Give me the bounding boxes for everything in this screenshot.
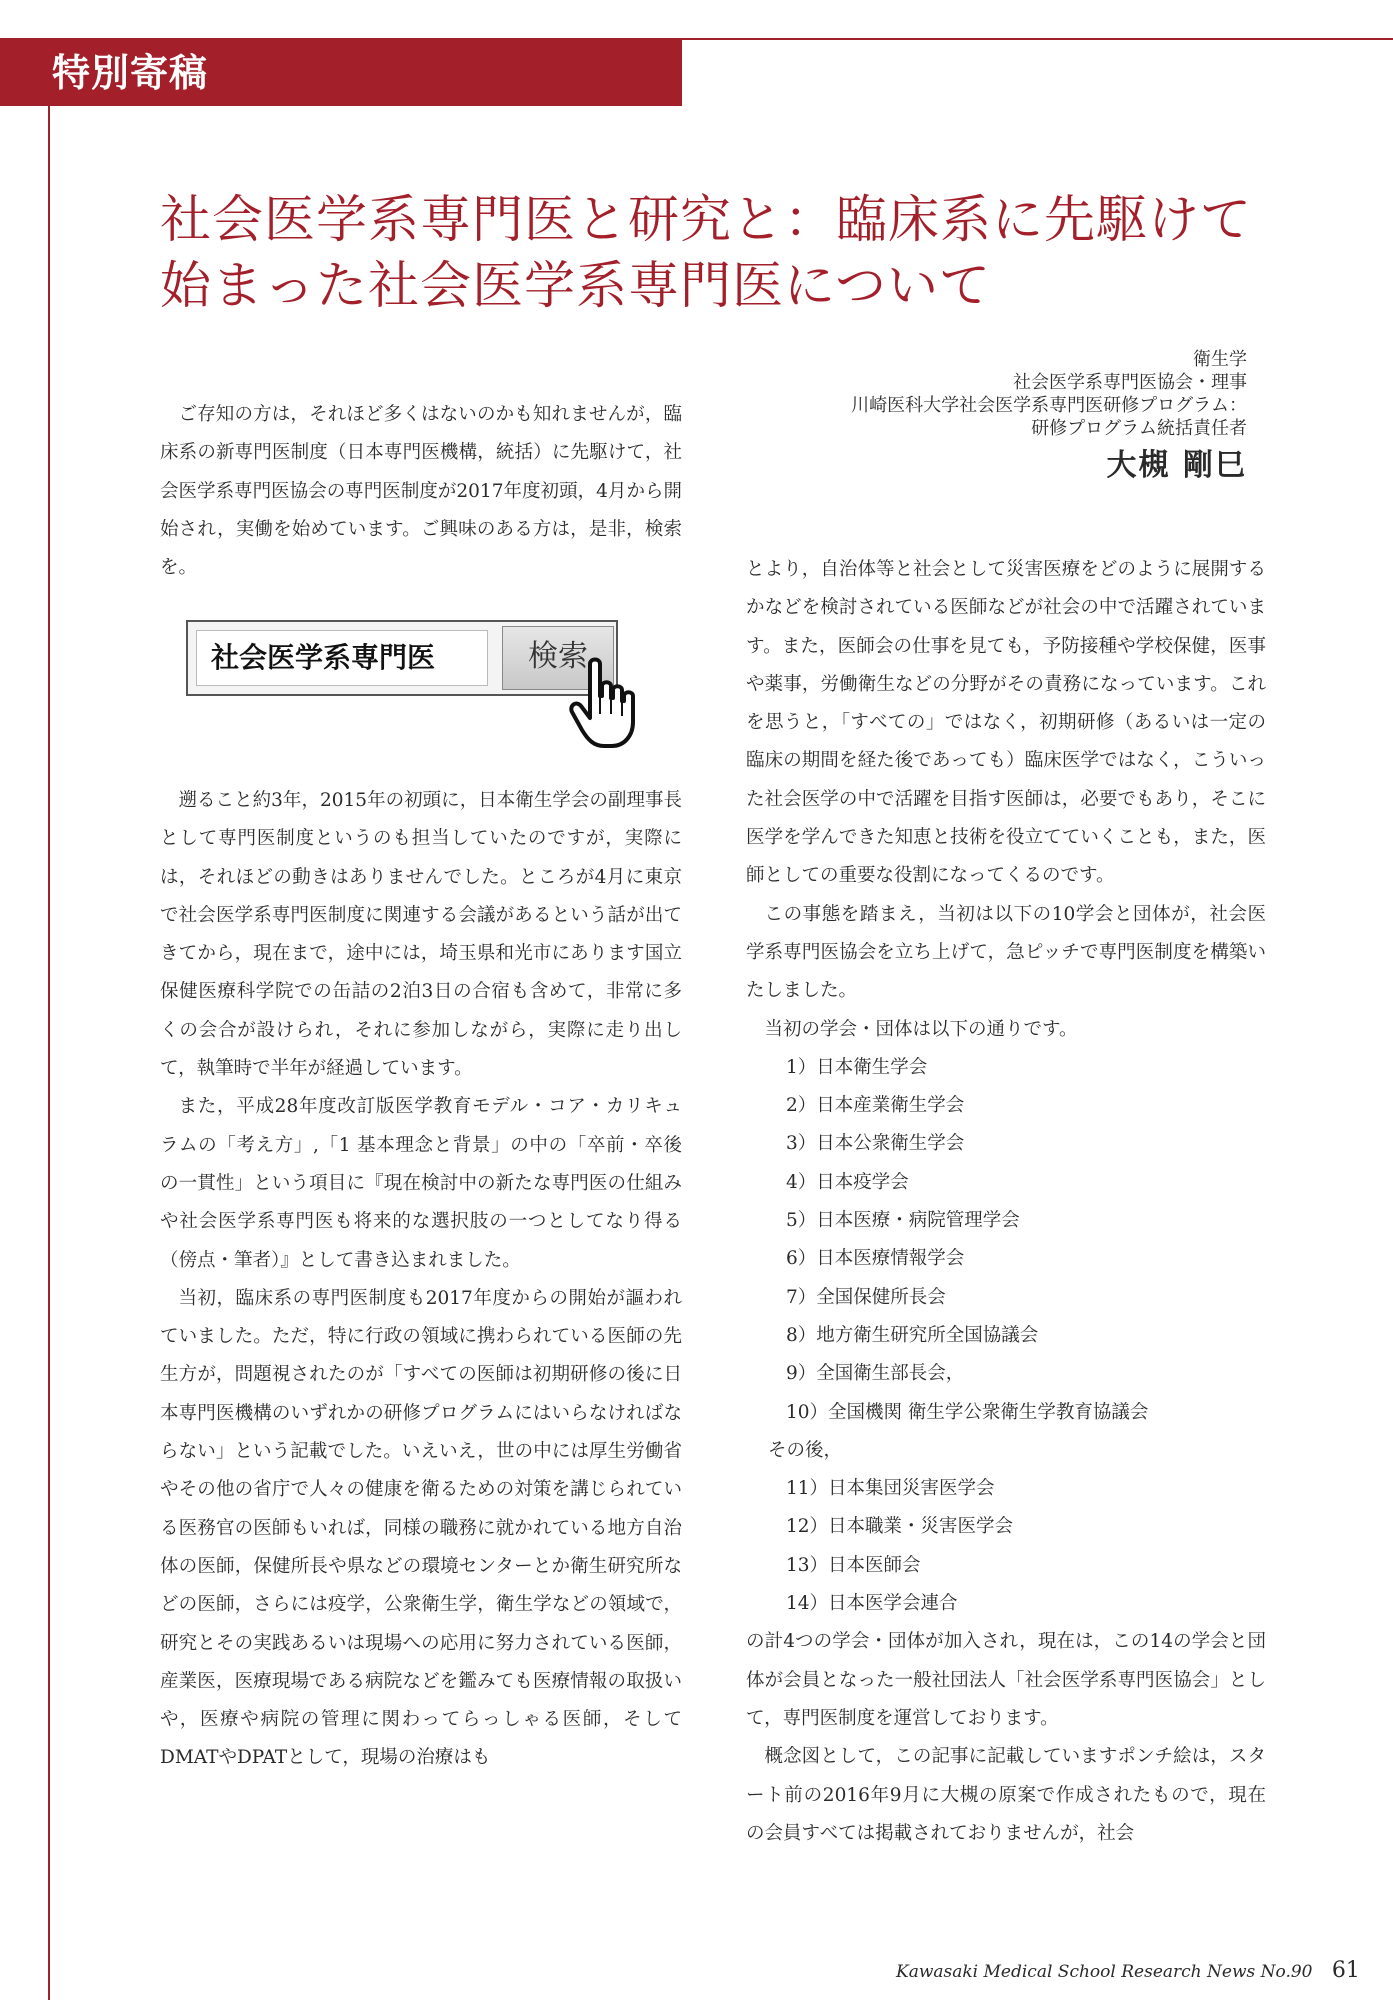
list-transition: その後， (768, 1439, 843, 1461)
author-name: 大槻 剛巳 (1106, 448, 1247, 483)
list-item: 5）日本医療・病院管理学会 (786, 1210, 1020, 1232)
list-item: 2）日本産業衛生学会 (786, 1095, 965, 1117)
list-item: 9）全国衛生部長会， (786, 1363, 965, 1385)
list-item: 1）日本衛生学会 (786, 1056, 928, 1078)
list-item: 11）日本集団災害医学会 (786, 1478, 995, 1500)
paragraph: 当初，臨床系の専門医制度も2017年度からの開始が謳われていました。ただ，特に行政の領域に携わられている医師の先生方が，問題視されたのが「すべての医師は初期研修の後に日本専門医機構のいずれかの研修プログラムにはいらなければならない」という記載でした。いえいえ，世の中には厚生労働省やその他の省庁で人々の健康を衛るための対策を講じられている医務官の医師もいれば，同様の職務に就かれている地方自治体の医師，保健所長や県などの環境センターとか衛生研究所などの医師，さらには疫学，公衆衛生学，衛生学などの領域で，研究とその実践あるいは現場への応用に努力されている医師，産業医，医療現場である病院などを鑑みても医療情報の取扱いや，医療や病院の管理に関わってらっしゃる医師，そしてDMATやDPATとして，現場の治療はも (160, 1287, 682, 1769)
list-item: 7）全国保健所長会 (786, 1286, 946, 1308)
list-item: 14）日本医学会連合 (786, 1593, 958, 1615)
paragraph: この事態を踏まえ，当初は以下の10学会と団体が，社会医学系専門医協会を立ち上げて，急ピッチで専門医制度を構築いたしました。 (746, 903, 1266, 1002)
journal-name: Kawasaki Medical School Research News No.90 (896, 1962, 1313, 1982)
column-right (746, 551, 1266, 1853)
paragraph: 遡ること約3年，2015年の初頭に，日本衛生学会の副理事長として専門医制度というのも担当していたのですが，実際には，それほどの動きはありませんでした。ところが4月に東京で社会医学系専門医制度に関連する会議があるという話が出てきてから，現在まで，途中には，埼玉県和光市にあります国立保健医療科学院での缶詰の2泊3日の合宿も含めて，非常に多くの会合が設けられ，それに参加しながら，実際に走り出して，執筆時で半年が経過しています。 (160, 790, 682, 1080)
byline (607, 348, 1247, 486)
column-left-body (160, 782, 682, 1778)
paragraph: とより，自治体等と社会として災害医療をどのように展開するかなどを検討されている医師などが社会の中で活躍されています。また，医師会の仕事を見ても，予防接種や学校保健，医事や薬事，労働衛生などの分野がその責務になっています。これを思うと，「すべての」ではなく，初期研修（あるいは一定の臨床の期間を経た後であっても）臨床医学ではなく，こういった社会医学の中で活躍を目指す医師は，必要でもあり，そこに医学を学んできた知恵と技術を役立てていくことも，また，医師としての重要な役割になってくるのです。 (746, 559, 1266, 887)
title-line-1: 社会医学系専門医と研究と：臨床系に先駆けて (160, 191, 1253, 250)
paragraph: また，平成28年度改訂版医学教育モデル・コア・カリキュラムの「考え方」,「1 基本理念と背景」の中の「卒前・卒後の一貫性」という項目に『現在検討中の新たな専門医の仕組みや社会医学系専門医も将来的な選択肢の一つとしてなり得る（傍点・筆者）』として書き込まれました。 (160, 1096, 682, 1271)
paragraph: 概念図として，この記事に記載していますポンチ絵は，スタート前の2016年9月に大槻の原案で作成されたもので，現在の会員すべては掲載されておりませんが，社会 (746, 1746, 1266, 1844)
hand-pointer-icon (568, 656, 646, 750)
search-input: 社会医学系専門医 (196, 630, 488, 686)
search-illustration (186, 620, 618, 696)
page-footer (896, 1958, 1360, 1988)
section-label: 特別寄稿 (0, 40, 682, 106)
affiliation-society: 社会医学系専門医協会・理事 (1013, 372, 1247, 393)
article-title (160, 188, 1290, 320)
paragraph: の計4つの学会・団体が加入され，現在は，この14の学会と団体が会員となった一般社団法人「社会医学系専門医協会」として，専門医制度を運営しております。 (746, 1631, 1266, 1729)
column-left-intro (160, 396, 682, 587)
left-rule (48, 106, 50, 2000)
list-item: 3）日本公衆衛生学会 (786, 1133, 965, 1155)
paragraph: 当初の学会・団体は以下の通りです。 (764, 1018, 1078, 1040)
affiliation-role: 研修プログラム統括責任者 (1031, 418, 1247, 439)
list-item: 12）日本職業・災害医学会 (786, 1516, 1014, 1538)
list-item: 6）日本医療情報学会 (786, 1248, 965, 1270)
affiliation-dept: 衛生学 (1193, 349, 1247, 370)
list-item: 4）日本疫学会 (786, 1171, 909, 1193)
page-number: 61 (1331, 1958, 1360, 1983)
list-item: 13）日本医師会 (786, 1554, 921, 1576)
search-button: 検索 (502, 626, 614, 690)
affiliation-program: 川崎医科大学社会医学系専門医研修プログラム： (851, 395, 1247, 416)
paragraph: ご存知の方は，それほど多くはないのかも知れませんが，臨床系の新専門医制度（日本専門医機構，統括）に先駆けて，社会医学系専門医協会の専門医制度が2017年度初頭，4月から開始され，実働を始めています。ご興味のある方は，是非，検索を。 (160, 404, 682, 579)
list-item: 10）全国機関 衛生学公衆衛生学教育協議会 (786, 1401, 1149, 1423)
list-item: 8）地方衛生研究所全国協議会 (786, 1324, 1039, 1346)
title-line-2: 始まった社会医学系専門医について (160, 257, 991, 316)
